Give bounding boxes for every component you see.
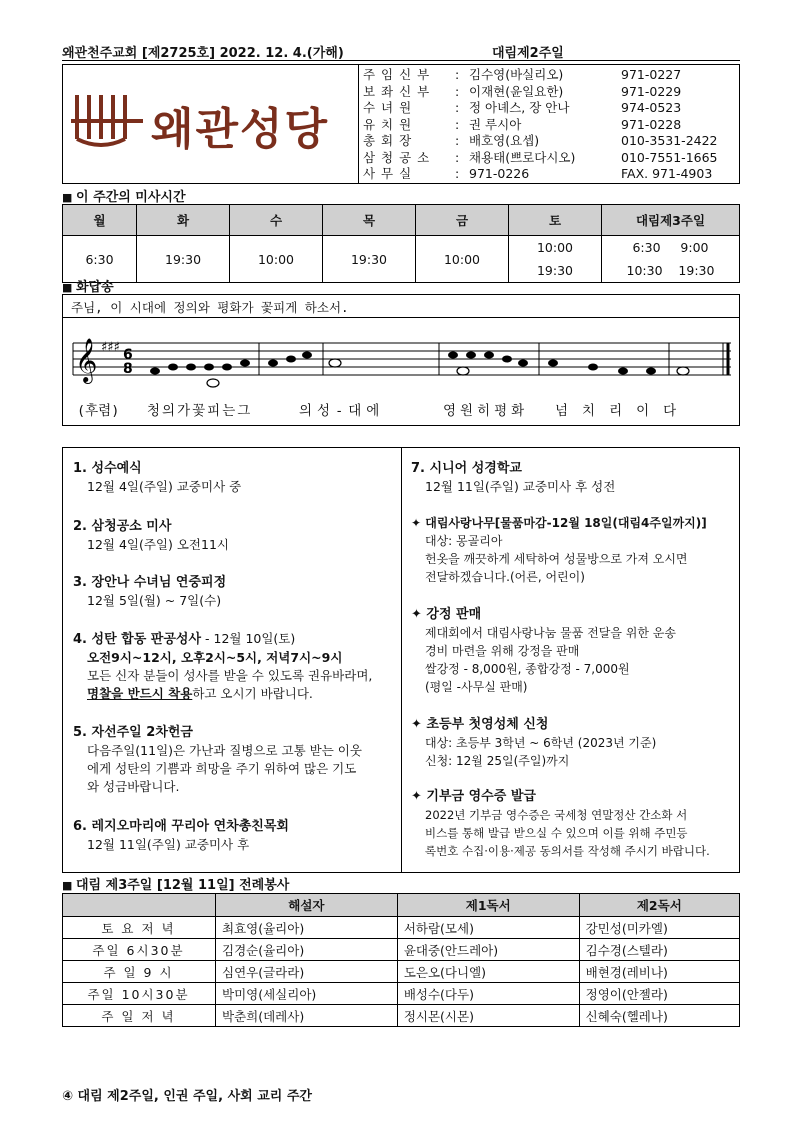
mass-header: 목 [323,205,416,236]
mass-header: 월 [63,205,137,236]
sunday-name: 대림제2주일 [492,46,564,61]
mass-time: 10:30 19:30 [602,259,740,283]
notice-item: 6. 레지오마리애 꾸리아 연차총친목회 12월 11일(주일) 교중미사 후 [73,819,289,852]
mass-section-title: ■ 이 주간의 미사시간 [62,190,186,205]
music-staff-icon [63,323,739,403]
refrain-label: (후렴) [77,403,120,419]
mass-time: 6:30 9:00 [602,236,740,260]
svg-text:𝄞: 𝄞 [75,338,98,382]
lyrics-line: 의성-대에 [299,403,385,419]
mass-time: 10:00 [230,236,323,283]
mass-header: 화 [137,205,230,236]
staff-row: 주 임 신 부 : 김수영(바실리오) 971-0227 [363,67,682,82]
staff-row: 수 녀 원 : 정 아녜스, 장 안나 974-0523 [363,100,682,115]
service-header [63,894,216,917]
song-box [62,294,740,426]
song-section-title: ■ 화답송 [62,280,114,295]
mass-header: 금 [415,205,508,236]
service-header: 해설자 [216,894,398,917]
lyrics-line: 청의가꽃피는그 [147,403,253,419]
logo-text: 왜관성당 [151,104,330,155]
service-table [62,893,740,1027]
mass-time: 6:30 [63,236,137,283]
svg-text:6: 6 [123,347,133,363]
staff-row: 보 좌 신 부 : 이재현(윤일요한) 971-0229 [363,83,682,99]
mass-header: 토 [508,205,601,236]
mass-time: 19:30 [323,236,416,283]
service-header: 제1독서 [397,894,579,917]
mass-time: 19:30 [508,259,601,283]
staff-list [363,67,733,183]
notice-item: ✦ 대림사랑나무[물품마감-12월 18일(대림4주일까지)] 대상: 몽골리아 헌옷을 깨끗하게 세탁하여 성물방으로 가져 오시면 전달하겠습니다.(어른, 어린이) [411,516,707,584]
staff-row: 삼 청 공 소 : 채용태(쁘로다시오) 010-7551-1665 [363,149,718,165]
notice-item: ✦ 강정 판매 제대회에서 대림사랑나눔 물품 전달을 위한 운송 경비 마련을 위해 강정을 판매 쌀강정 - 8,000원, 종합강정 - 7,000원 (평일 -사무실 판매) [411,607,676,694]
bulletin-header [62,42,742,61]
notice-item: ✦ 기부금 영수증 발급 2022년 기부금 영수증은 국세청 연말정산 간소화 서 비스를 통해 발급 받으실 수 있으며 이를 위해 주민등 록번호 수집·이용·제공 동의서를 작성해 주시기 바랍니다. [411,789,710,858]
mass-header: 수 [230,205,323,236]
church-logo-icon [71,89,151,159]
notice-item: 5. 자선주일 2차헌금 다음주일(11일)은 가난과 질병으로 고통 받는 이웃 에게 성탄의 기쁨과 희망을 주기 위하여 많은 기도 와 성금바랍니다. [73,725,362,794]
logo-area [63,65,359,183]
notices-box [62,447,740,873]
info-box [62,64,740,184]
song-intro: 주님, 이 시대에 정의와 평화가 꽃피게 하소서. [71,300,349,315]
issue-info: 왜관천주교회 [제2725호] 2022. 12. 4.(가해) [62,46,344,61]
mass-time: 10:00 [508,236,601,260]
table-row: 토 요 저 녁 최효영(율리아) 서하람(모세) 강민성(미카엘) [63,917,740,939]
notice-item: 3. 장안나 수녀님 연중피정 12월 5일(월) ~ 7일(수) [73,575,227,608]
svg-text:♯♯♯: ♯♯♯ [101,340,120,355]
lyrics-line: 영원히평화 [443,403,529,419]
staff-row: 총 회 장 : 배호영(요셉) 010-3531-2422 [363,133,718,148]
notice-item: 7. 시니어 성경학교 12월 11일(주일) 교중미사 후 성전 [411,461,616,494]
notice-item: 2. 삼청공소 미사 12월 4일(주일) 오전11시 [73,519,229,552]
table-row: 주일 6시30분 김경순(율리아) 윤대중(안드레아) 김수경(스텔라) [63,939,740,961]
notice-item: 4. 성탄 합동 판공성사 - 12월 10일(토) 오전9시~12시, 오후2시~5시, 저녁7시~9시 모든 신자 분들이 성사를 받을 수 있도록 권유바라며, 명찰을 반드시 착용하고 오시기 바랍니다. [73,631,373,701]
mass-header: 대림제3주일 [602,205,740,236]
lyrics-line: 넘치리이다 [555,403,691,419]
staff-row: 유 치 원 : 권 루시아 971-0228 [363,116,682,132]
footer-note: ④ 대림 제2주일, 인권 주일, 사회 교리 주간 [62,1089,312,1104]
notice-item: 1. 성수예식 12월 4일(주일) 교중미사 중 [73,461,242,494]
mass-table [62,204,740,283]
header-rule [62,60,740,61]
notice-item: ✦ 초등부 첫영성체 신청 대상: 초등부 3학년 ~ 6학년 (2023년 기준) 신청: 12월 25일(주일)까지 [411,717,657,768]
service-section-title: ■ 대림 제3주일 [12월 11일] 전례봉사 [62,878,290,893]
table-row: 주 일 저 녁 박춘희(데레사) 정시몬(시몬) 신혜숙(헬레나) [63,1005,740,1027]
table-row: 주일 10시30분 박미영(세실리아) 배성수(다두) 정영이(안젤라) [63,983,740,1005]
mass-time: 10:00 [415,236,508,283]
mass-time: 19:30 [137,236,230,283]
service-header: 제2독서 [579,894,739,917]
table-row: 주 일 9 시 심연우(글라라) 도은오(다니엘) 배현경(레비나) [63,961,740,983]
svg-text:8: 8 [123,361,133,377]
staff-row: 사 무 실 : 971-0226 FAX. 971-4903 [363,166,713,181]
